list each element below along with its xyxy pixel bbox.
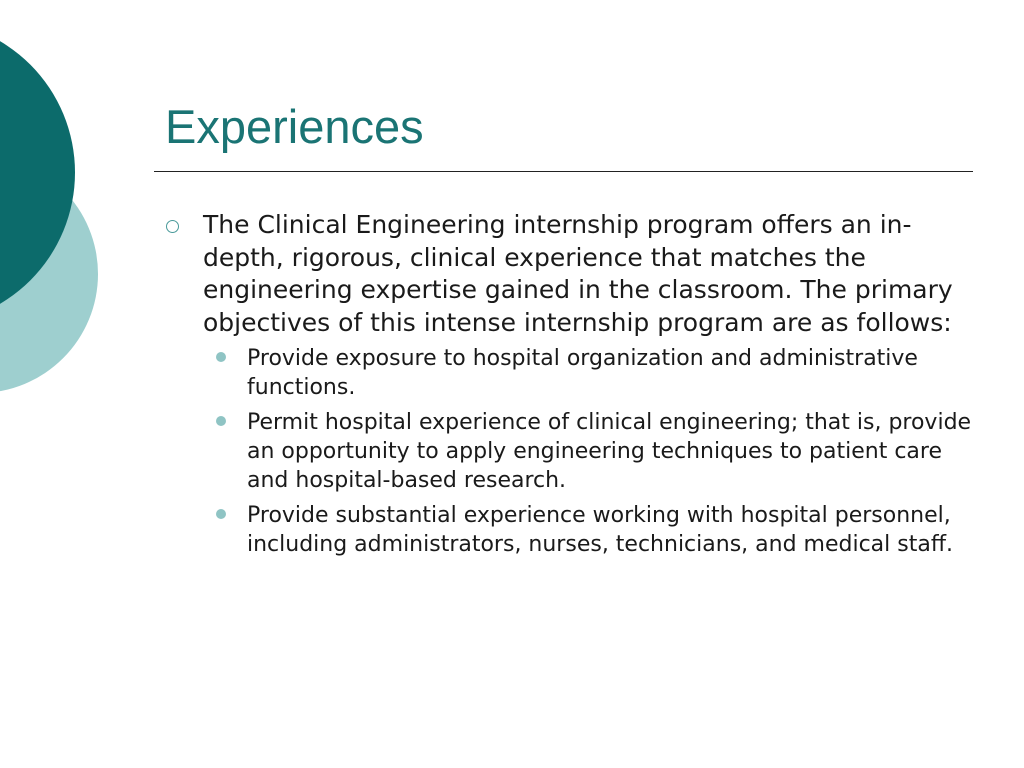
title-divider — [154, 171, 973, 172]
sub-bullet-list — [163, 344, 973, 559]
slide-title: Experiences — [165, 100, 424, 153]
filled-circle-bullet-icon — [216, 416, 226, 426]
slide-body — [163, 209, 973, 565]
main-bullet-text: The Clinical Engineering internship program offers an in-depth, rigorous, clinical experience that matches the engineering expertise gained in the classroom. The primary objectives of this intense internship program are as follows: — [203, 210, 953, 337]
sub-bullet — [163, 501, 973, 559]
filled-circle-bullet-icon — [216, 352, 226, 362]
filled-circle-bullet-icon — [216, 509, 226, 519]
sub-bullet — [163, 344, 973, 402]
sub-bullet-text: Provide substantial experience working with hospital personnel, including administrators, nurses, technicians, and medical staff. — [247, 503, 953, 557]
sub-bullet-text: Permit hospital experience of clinical engineering; that is, provide an opportunity to apply engineering techniques to patient care and hospital-based research. — [247, 410, 972, 493]
main-bullet — [163, 209, 973, 339]
sub-bullet — [163, 408, 973, 495]
sub-bullet-text: Provide exposure to hospital organization and administrative functions. — [247, 346, 918, 400]
hollow-circle-bullet-icon — [166, 220, 179, 233]
